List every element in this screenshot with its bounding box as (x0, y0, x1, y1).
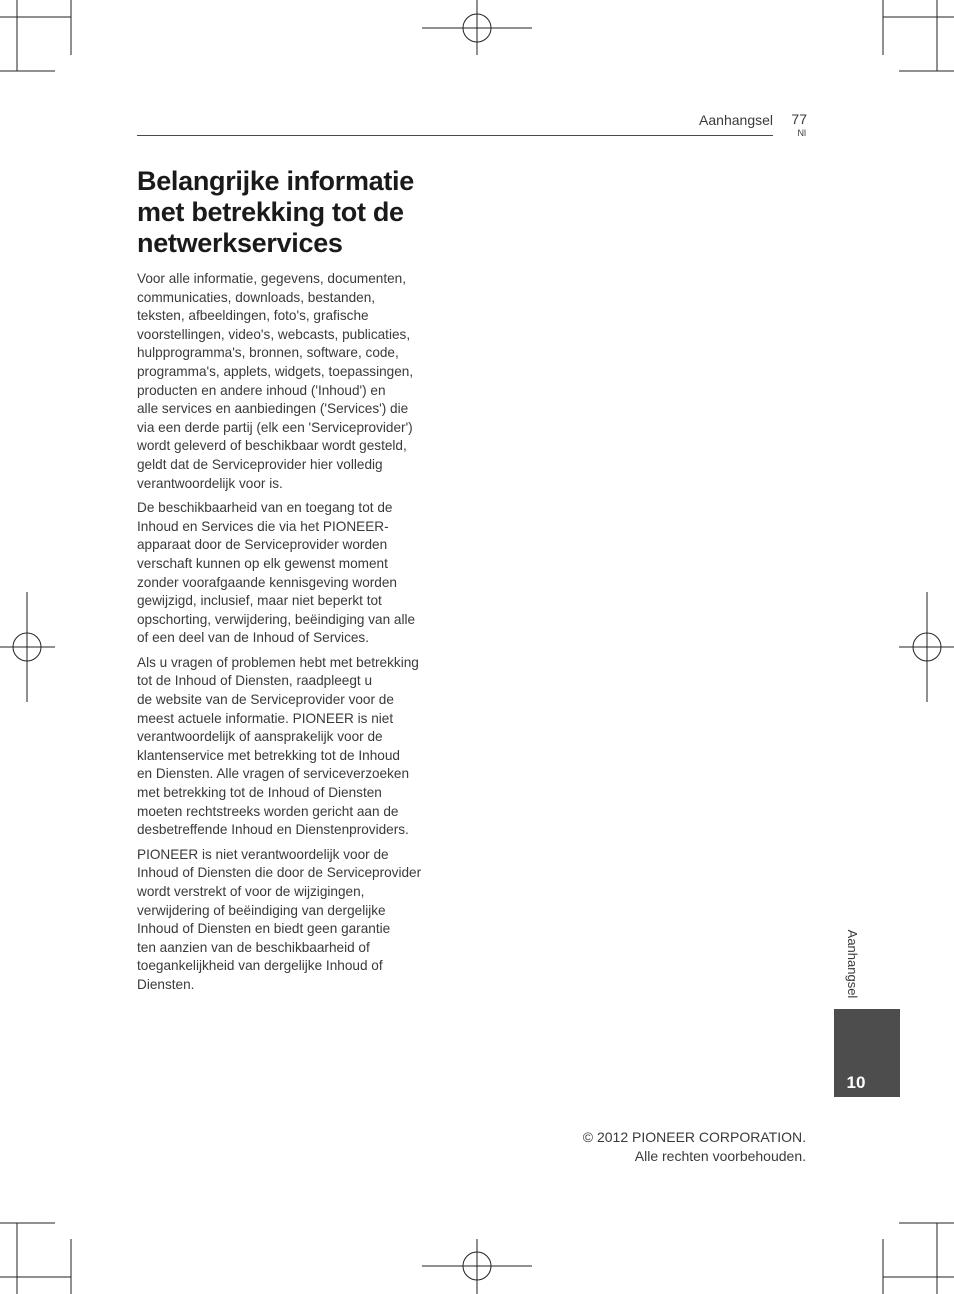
copyright-notice (520, 1128, 806, 1166)
paragraph: PIONEER is niet verantwoordelijk voor de Inhoud of Diensten die door de Serviceprovider wordt verstrekt of voor de wijzigingen, verwijdering of beëindiging van dergelijke Inhoud of Diensten en biedt geen garantie ten aanzien van de beschikbaarheid of toegankelijkheid van dergelijke Inhoud of Diensten. (137, 846, 422, 992)
side-section-label: Aanhangsel (845, 929, 860, 999)
chapter-number: 10 (846, 1073, 866, 1092)
body-text (137, 270, 459, 1001)
rights-line: Alle rechten voorbehouden. (634, 1148, 806, 1164)
paragraph: Als u vragen of problemen hebt met betrekking tot de Inhoud of Diensten, raadpleegt u de website van de Serviceprovider voor de meest actuele informatie. PIONEER is niet verantwoordelijk of aansprakelijk voor de klantenservice met betrekking tot de Inhoud en Diensten. Alle vragen of serviceverzoeken met betrekking tot de Inhoud of Diensten moeten rechtstreeks worden gericht aan de desbetreffende Inhoud en Dienstenproviders. (137, 654, 419, 838)
paragraph: Voor alle informatie, gegevens, documenten, communicaties, downloads, bestanden, teksten, afbeeldingen, foto's, grafische voorstellingen, video's, webcasts, publicaties, hulpprogramma's, bronnen, software, code, programma's, applets, widgets, toepassingen, producten en andere inhoud ('Inhoud') en alle services en aanbiedingen ('Services') die via een derde partij (elk een 'Serviceprovider') wordt geleverd of beschikbaar wordt gesteld, geldt dat de Serviceprovider hier volledig verantwoordelijk voor is. (137, 271, 414, 491)
header-section-label: Aanhangsel (699, 112, 773, 128)
page-number: 77 (791, 111, 807, 127)
copyright-line: © 2012 PIONEER CORPORATION. (582, 1129, 806, 1145)
page-title: Belangrijke informatie met betrekking tot de netwerkservices (137, 166, 414, 258)
chapter-tab (834, 1009, 900, 1097)
language-code: Nl (797, 128, 806, 138)
paragraph: De beschikbaarheid van en toegang tot de Inhoud en Services die via het PIONEER- apparaat door de Serviceprovider worden verschaft kunnen op elk gewenst moment zonder voorafgaande kennisgeving worden gewijzigd, inclusief, maar niet beperkt tot opschorting, verwijdering, beëindiging van alle of een deel van de Inhoud of Services. (137, 500, 416, 646)
header-rule (137, 135, 773, 136)
